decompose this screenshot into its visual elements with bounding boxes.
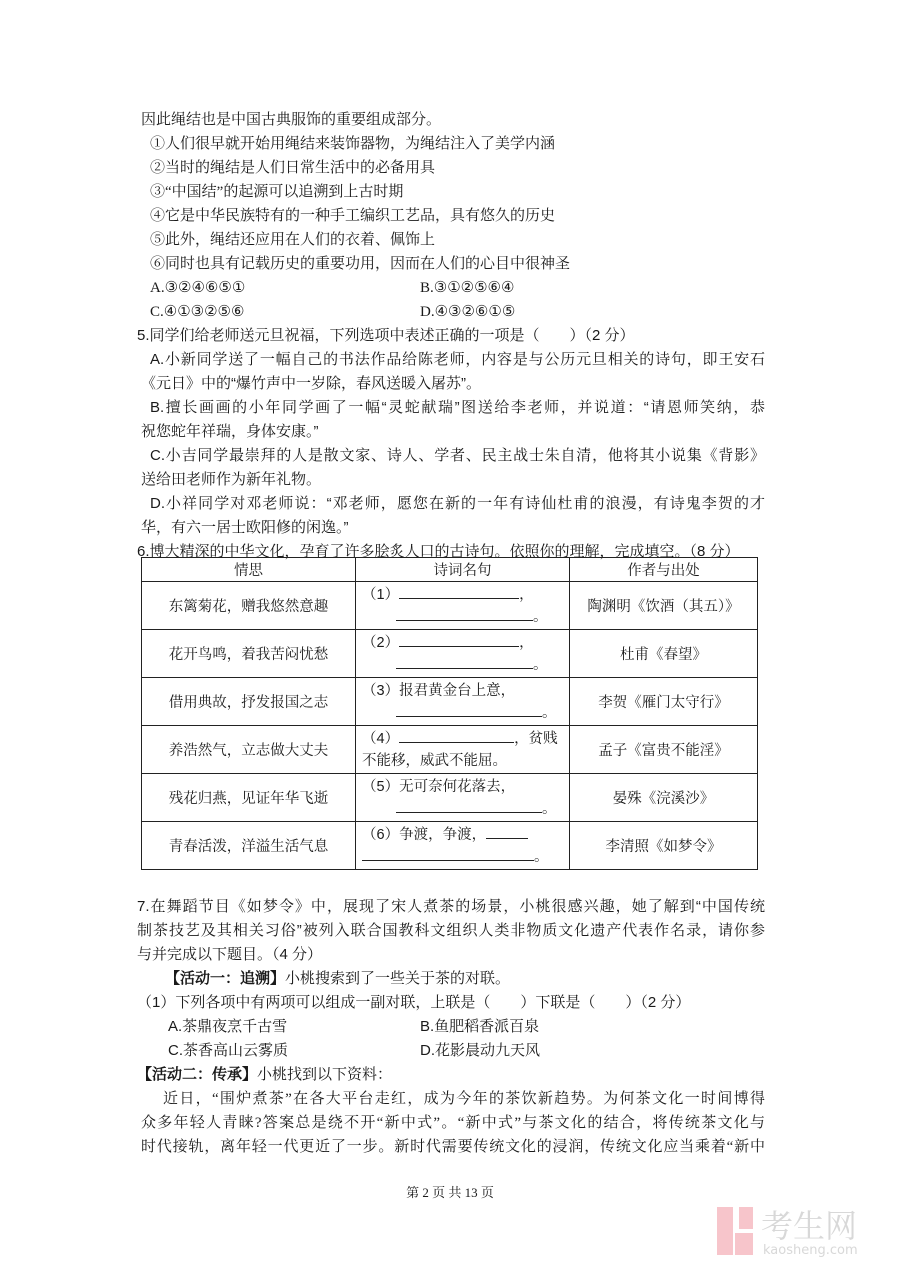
q4-intro: 因此绳结也是中国古典服饰的重要组成部分。 — [141, 112, 442, 128]
poetry-table — [141, 557, 758, 870]
answer-blank[interactable] — [396, 654, 533, 669]
poem-number: （6） — [362, 826, 400, 843]
poem-pre: 报君黄金台上意， — [399, 682, 516, 699]
feeling-cell: 花开鸟鸣，着我苦闷忧愁 — [142, 630, 356, 678]
question-7-block — [137, 895, 765, 1159]
q5-option-line: B.擅长画画的小年同学画了一幅“灵蛇献瑞”图送给李老师，并说道：“请恩师笑纳，恭 — [150, 399, 765, 416]
q4-option-b: B.③①②⑤⑥④ — [420, 280, 515, 296]
q7-option-c: C.茶香高山云雾质 — [168, 1042, 289, 1059]
source-cell: 李清照《如梦令》 — [570, 822, 758, 870]
table-row — [142, 822, 758, 870]
q4-item: ②当时的绳结是人们日常生活中的必备用具 — [150, 160, 436, 176]
feeling-cell: 青春活泼，洋溢生活气息 — [142, 822, 356, 870]
feeling-cell: 养浩然气，立志做大丈夫 — [142, 726, 356, 774]
q7-option-a: A.茶鼎夜烹千古雪 — [168, 1018, 288, 1035]
poem-number: （4） — [362, 730, 400, 747]
answer-blank[interactable] — [396, 606, 533, 621]
poem-end: 。 — [533, 608, 548, 625]
header-source: 作者与出处 — [570, 558, 758, 582]
page-footer: 第 2 页 共 13 页 — [406, 1185, 494, 1200]
q7-options-row-1 — [141, 1015, 765, 1039]
activity-2-title: 【活动二：传承】 — [137, 1066, 258, 1083]
poem-end: 。 — [533, 656, 548, 673]
para-line-1: 近日，“围炉煮茶”在各大平台走红，成为今年的茶饮新趋势。为何茶文化一时间博得 — [163, 1091, 765, 1107]
para-line-3: 时代接轨，离年轻一代更近了一步。新时代需要传统文化的浸润，传统文化应当乘着“新中 — [141, 1139, 765, 1155]
poem-end: 。 — [534, 848, 549, 865]
q4-item: ③“中国结”的起源可以追溯到上古时期 — [150, 184, 404, 200]
table-row — [142, 630, 758, 678]
activity-1-text: 小桃搜索到了一些关于茶的对联。 — [285, 970, 511, 987]
source-cell: 杜甫《春望》 — [570, 630, 758, 678]
watermark-logo — [717, 1203, 877, 1259]
poem-end: 不能移，威武不能屈。 — [362, 752, 507, 769]
q5-option-line: C.小吉同学最崇拜的人是散文家、诗人、学者、民主战士朱自清，他将其小说集《背影》 — [150, 447, 765, 464]
poem-number: （2） — [362, 634, 400, 651]
svg-text:kaosheng.com: kaosheng.com — [763, 1243, 858, 1258]
poem-cell — [356, 630, 570, 678]
source-cell: 陶渊明《饮酒（其五）》 — [570, 582, 758, 630]
answer-blank[interactable] — [399, 632, 519, 647]
answer-blank[interactable] — [362, 846, 534, 861]
table-row — [142, 726, 758, 774]
poem-cell — [356, 726, 570, 774]
kaosheng-logo-icon — [717, 1203, 877, 1259]
q5-continuation-line: 华，有六一居士欧阳修的闲逸。” — [141, 519, 349, 536]
question-4-block — [137, 108, 765, 564]
q4-options-row-1 — [141, 276, 765, 300]
q4-item: ①人们很早就开始用绳结来装饰器物，为绳结注入了美学内涵 — [150, 136, 556, 152]
q5-continuation-line: 祝您蛇年祥瑞，身体安康。” — [141, 423, 319, 440]
poem-pre: 无可奈何花落去， — [399, 778, 516, 795]
answer-blank[interactable] — [399, 584, 519, 599]
svg-text:考生网: 考生网 — [761, 1207, 858, 1245]
poem-cell — [356, 774, 570, 822]
poem-number: （5） — [362, 778, 400, 795]
answer-blank[interactable] — [399, 728, 514, 743]
answer-blank[interactable] — [396, 798, 542, 813]
poem-mid: ，贫贱 — [514, 730, 558, 747]
poem-end: 。 — [542, 704, 557, 721]
activity-1-title: 【活动一：追溯】 — [165, 970, 286, 987]
q5-option-line: D.小祥同学对邓老师说：“邓老师，愿您在新的一年有诗仙杜甫的浪漫，有诗鬼李贺的才 — [150, 495, 765, 512]
answer-blank[interactable] — [486, 824, 528, 839]
q4-item: ⑤此外，绳结还应用在人们的衣着、佩饰上 — [150, 232, 436, 248]
table-header — [142, 558, 758, 582]
activity-1 — [141, 967, 765, 991]
feeling-cell: 东篱菊花，赠我悠然意趣 — [142, 582, 356, 630]
poem-cell — [356, 822, 570, 870]
header-feeling: 情思 — [142, 558, 356, 582]
q7-line-1: 7.在舞蹈节目《如梦令》中，展现了宋人煮茶的场景，小桃很感兴趣，她了解到“中国传统 — [137, 898, 765, 915]
para-line-2: 众多年轻人青睐?答案总是绕不开“新中式”。“新中式”与茶文化的结合，将传统茶文化与 — [141, 1115, 765, 1131]
poem-mid: ， — [519, 586, 534, 603]
source-cell: 孟子《富贵不能淫》 — [570, 726, 758, 774]
source-cell: 李贺《雁门太守行》 — [570, 678, 758, 726]
table-row — [142, 678, 758, 726]
poem-pre: 争渡，争渡， — [399, 826, 487, 843]
q5-option-line: A.小新同学送了一幅自己的书法作品给陈老师，内容是与公历元旦相关的诗句，即王安石 — [150, 351, 765, 368]
answer-blank[interactable] — [396, 702, 542, 717]
q4-option-d: D.④③②⑥①⑤ — [420, 304, 516, 320]
poem-end: 。 — [542, 800, 557, 817]
q7-line-2: 制茶技艺及其相关习俗”被列入联合国教科文组织人类非物质文化遗产代表作名录，请你参 — [137, 922, 765, 939]
feeling-cell: 借用典故，抒发报国之志 — [142, 678, 356, 726]
activity-2 — [137, 1063, 765, 1087]
poem-number: （3） — [362, 682, 400, 699]
q5-continuation-line: 《元日》中的“爆竹声中一岁除，春风送暖入屠苏”。 — [141, 375, 481, 392]
q5-continuation-line: 送给田老师作为新年礼物。 — [141, 471, 322, 488]
table-row — [142, 774, 758, 822]
q7-option-d: D.花影晨动九天风 — [420, 1042, 541, 1059]
activity-2-text: 小桃找到以下资料： — [257, 1066, 393, 1083]
q6-stem: 6.博大精深的中华文化，孕育了许多脍炙人口的古诗句。依照你的理解，完成填空。（8 分） — [137, 543, 740, 560]
feeling-cell: 残花归燕，见证年华飞逝 — [142, 774, 356, 822]
q7-option-b: B.鱼肥稻香派百泉 — [420, 1018, 540, 1035]
q7-sub-1: （1）下列各项中有两项可以组成一副对联，上联是（ ）下联是（ ）（2 分） — [137, 994, 691, 1011]
q7-options-row-2 — [141, 1039, 765, 1063]
poem-cell — [356, 582, 570, 630]
q4-option-a: A.③②④⑥⑤① — [150, 280, 246, 296]
q4-item: ⑥同时也具有记载历史的重要功用，因而在人们的心目中很神圣 — [150, 256, 571, 272]
q4-options-row-2 — [141, 300, 765, 324]
poem-mid: ， — [519, 634, 534, 651]
header-poem: 诗词名句 — [356, 558, 570, 582]
q5-stem: 5.同学们给老师送元旦祝福，下列选项中表述正确的一项是（ ）（2 分） — [137, 327, 635, 344]
q4-item: ④它是中华民族特有的一种手工编织工艺品，具有悠久的历史 — [150, 208, 556, 224]
q4-option-c: C.④①③②⑤⑥ — [150, 304, 245, 320]
poem-cell — [356, 678, 570, 726]
poem-number: （1） — [362, 586, 400, 603]
q7-line-3: 与并完成以下题目。（4 分） — [137, 946, 323, 963]
table-row — [142, 582, 758, 630]
source-cell: 晏殊《浣溪沙》 — [570, 774, 758, 822]
